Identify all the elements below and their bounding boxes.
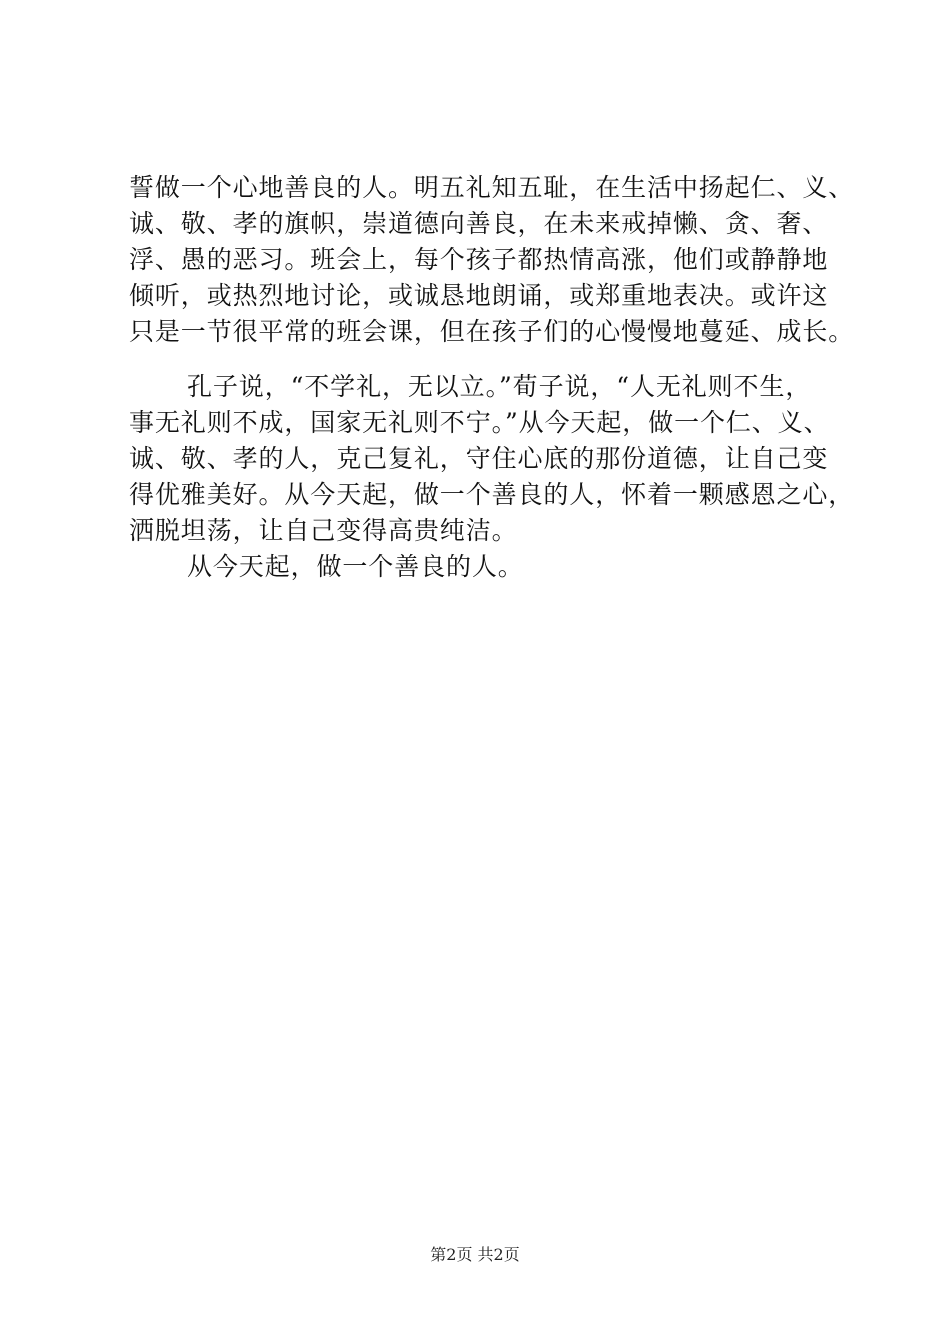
text-line: 浮、愚的恶习。班会上，每个孩子都热情高涨，他们或静静地 xyxy=(129,245,829,274)
document-body xyxy=(129,170,855,585)
text-line: 诚、敬、孝的旗帜，崇道德向善良，在未来戒掉懒、贪、奢、 xyxy=(129,209,829,238)
text-line: 洒脱坦荡，让自己变得高贵纯洁。 xyxy=(129,516,518,545)
paragraph-2 xyxy=(129,369,855,549)
paragraph-3 xyxy=(129,549,855,585)
text-line: 事无礼则不成，国家无礼则不宁。”从今天起，做一个仁、义、 xyxy=(129,408,830,437)
text-line: 只是一节很平常的班会课，但在孩子们的心慢慢地蔓延、成长。 xyxy=(129,317,855,346)
text-line: 从今天起，做一个善良的人。 xyxy=(187,552,524,581)
text-line: 孔子说，“不学礼，无以立。”荀子说，“人无礼则不生， xyxy=(187,372,812,401)
text-line: 誓做一个心地善良的人。明五礼知五耻，在生活中扬起仁、义、 xyxy=(129,173,855,202)
paragraph-spacer xyxy=(129,350,855,369)
text-line: 倾听，或热烈地讨论，或诚恳地朗诵，或郑重地表决。或许这 xyxy=(129,281,829,310)
paragraph-1 xyxy=(129,170,855,350)
page-number-label: 第2页 共2页 xyxy=(430,1245,520,1264)
text-line: 诚、敬、孝的人，克己复礼，守住心底的那份道德，让自己变 xyxy=(129,444,829,473)
page-footer xyxy=(0,1245,950,1265)
text-line: 得优雅美好。从今天起，做一个善良的人，怀着一颗感恩之心， xyxy=(129,480,855,509)
